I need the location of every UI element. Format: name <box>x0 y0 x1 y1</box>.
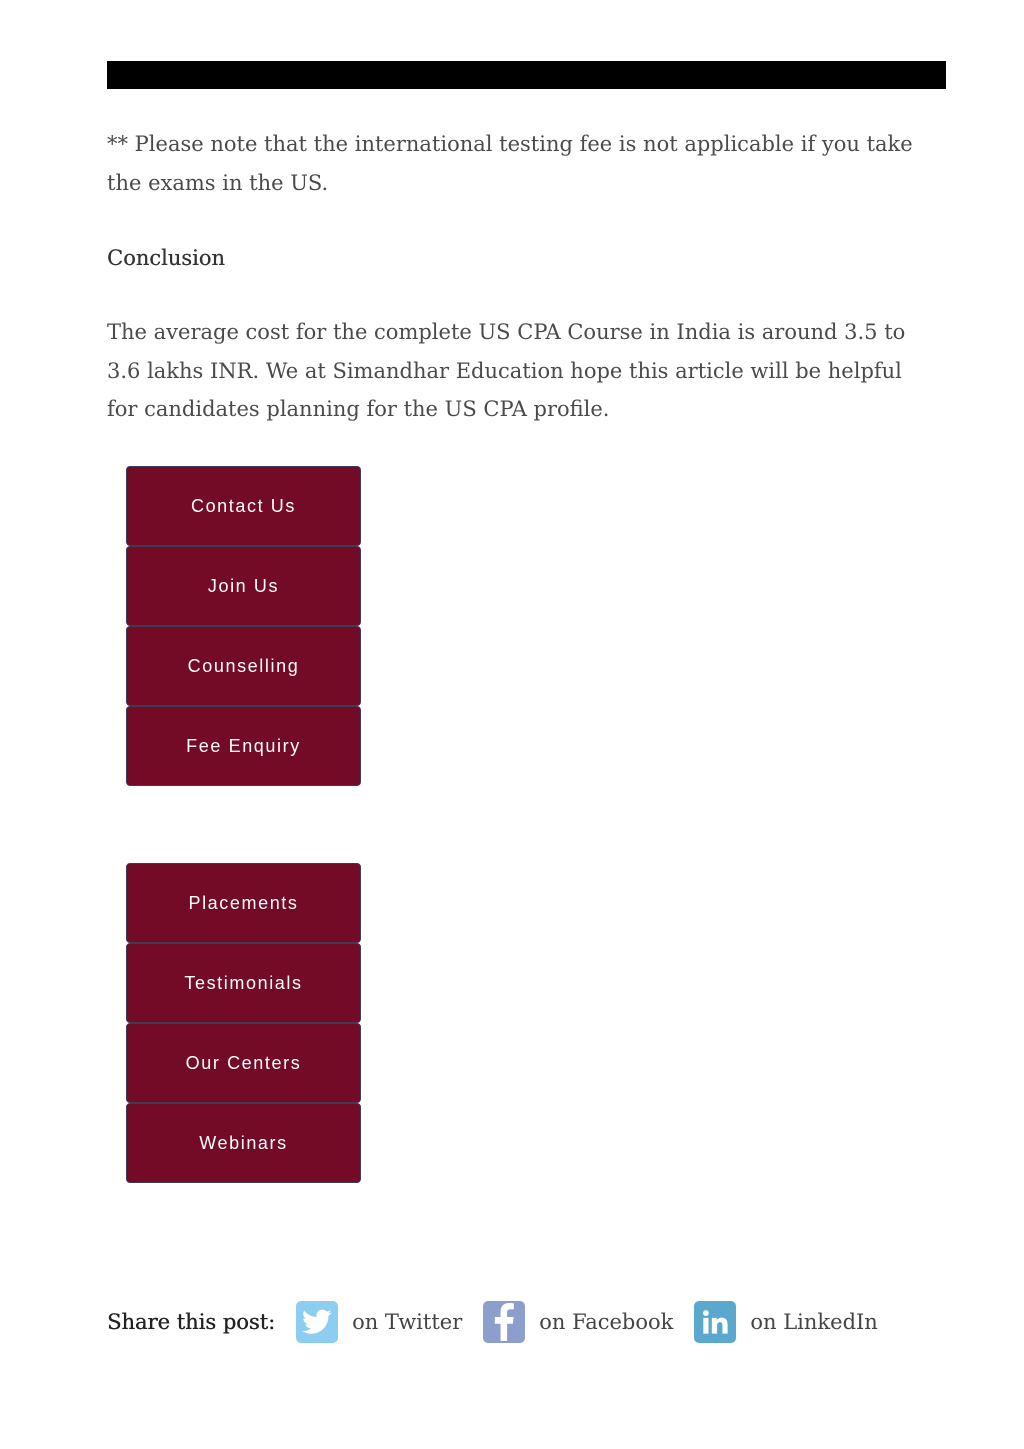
conclusion-heading: Conclusion <box>107 246 225 270</box>
top-divider-bar <box>107 61 946 89</box>
share-twitter-link[interactable] <box>296 1301 462 1343</box>
facebook-icon <box>483 1301 525 1343</box>
counselling-button[interactable]: Counselling <box>126 626 361 706</box>
webinars-button[interactable]: Webinars <box>126 1103 361 1183</box>
international-fee-note: ** Please note that the international testing fee is not applicable if you take the exams in the US. <box>107 132 913 195</box>
placements-button[interactable]: Placements <box>126 863 361 943</box>
share-linkedin-label: on LinkedIn <box>750 1310 878 1334</box>
conclusion-paragraph: The average cost for the complete US CPA Course in India is around 3.5 to 3.6 lakhs INR. We at Simandhar Education hope this article will be helpful for candidates planning for the US CPA profile. <box>107 320 906 421</box>
share-facebook-link[interactable] <box>483 1301 673 1343</box>
our-centers-button[interactable]: Our Centers <box>126 1023 361 1103</box>
share-facebook-label: on Facebook <box>539 1310 674 1334</box>
share-linkedin-link[interactable] <box>694 1301 877 1343</box>
testimonials-button[interactable]: Testimonials <box>126 943 361 1023</box>
share-bar <box>107 1300 899 1344</box>
join-us-button[interactable]: Join Us <box>126 546 361 626</box>
contact-us-button[interactable]: Contact Us <box>126 466 361 546</box>
fee-enquiry-button[interactable]: Fee Enquiry <box>126 706 361 786</box>
quick-links-group-2 <box>126 863 361 1183</box>
share-label: Share this post: <box>107 1310 276 1334</box>
quick-links-group-1 <box>126 466 361 786</box>
linkedin-icon <box>694 1301 736 1343</box>
twitter-icon <box>296 1301 338 1343</box>
share-twitter-label: on Twitter <box>352 1310 463 1334</box>
